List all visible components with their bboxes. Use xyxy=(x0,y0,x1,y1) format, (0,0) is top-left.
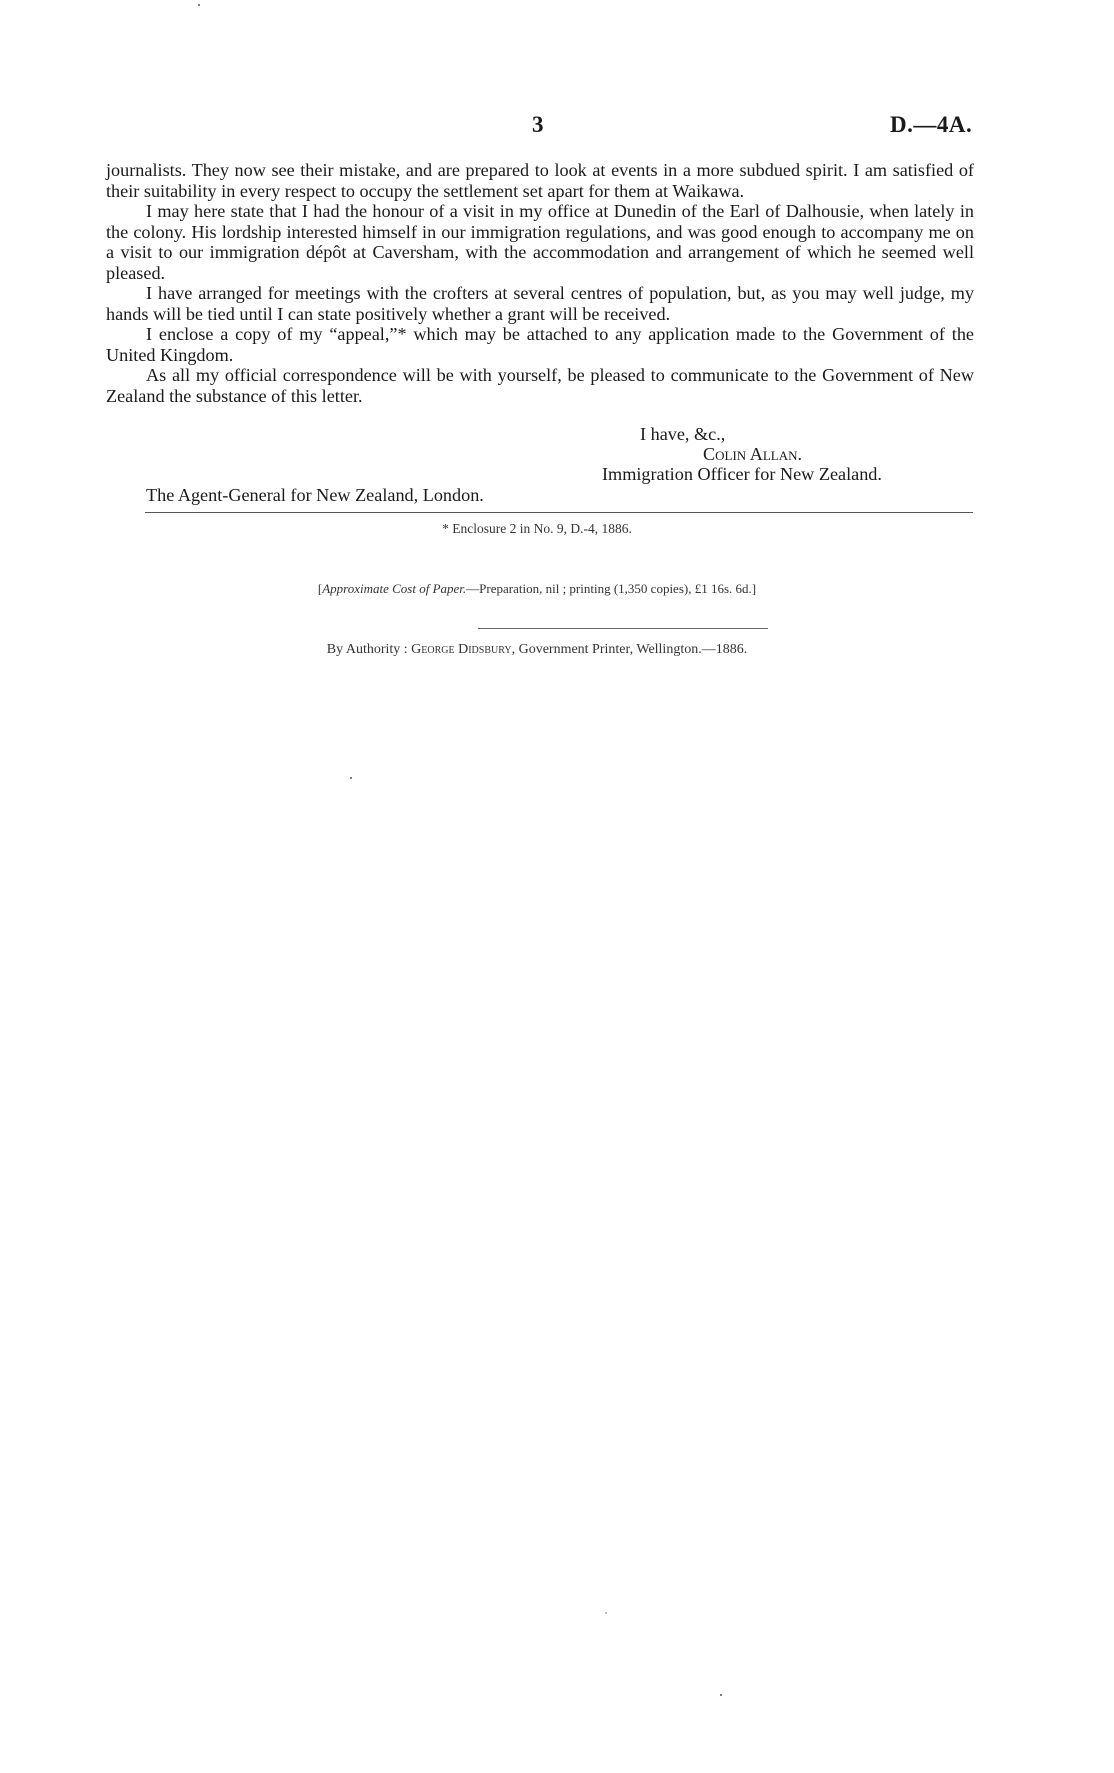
paragraph: I may here state that I had the honour of a visit in my office at Dunedin of the Earl of Dalhousie, when lately in the colony. His lordship interested himself in our immigration regulations, and was good enough to accompany me on a visit to our immigration dépôt at Caversham, with the accommodation and arrangement of which he seemed well pleased. xyxy=(106,201,974,283)
salutation: I have, &c., xyxy=(640,424,726,444)
cost-label: Approximate Cost of Paper. xyxy=(322,581,467,596)
cost-note xyxy=(0,581,1074,597)
imprint-suffix: , Government Printer, Wellington.—1886. xyxy=(511,642,748,657)
addressee: The Agent-General for New Zealand, London. xyxy=(146,485,484,505)
letter-body xyxy=(106,160,974,406)
paper-speck xyxy=(605,1612,607,1614)
signatory-title: Immigration Officer for New Zealand. xyxy=(602,464,882,484)
imprint xyxy=(0,642,1074,658)
cost-bracket-open: [ xyxy=(317,581,323,596)
document-reference: D.—4A. xyxy=(890,112,973,137)
page-number: 3 xyxy=(532,112,544,137)
imprint-printer: George Didsbury xyxy=(411,642,512,657)
signatory-name: Colin Allan. xyxy=(703,444,803,464)
paragraph: I enclose a copy of my “appeal,”* which may be attached to any application made to the Government of the United Kingdom. xyxy=(106,324,974,365)
paper-speck xyxy=(198,4,200,6)
cost-text: —Preparation, nil ; printing (1,350 copies), £1 16s. 6d. xyxy=(466,581,752,596)
paragraph: journalists. They now see their mistake, and are prepared to look at events in a more subdued spirit. I am satisfied of their suitability in every respect to occupy the settlement set apart for them at Waikawa. xyxy=(106,160,974,201)
paper-speck xyxy=(720,1694,722,1696)
paragraph: I have arranged for meetings with the crofters at several centres of population, but, as you may well judge, my hands will be tied until I can state positively whether a grant will be received. xyxy=(106,283,974,324)
imprint-prefix: By Authority : xyxy=(326,642,412,657)
divider-rule xyxy=(145,512,973,513)
footnote: * Enclosure 2 in No. 9, D.-4, 1886. xyxy=(442,521,632,536)
cost-bracket-close: ] xyxy=(751,581,757,596)
short-divider-rule xyxy=(478,628,768,629)
paper-speck xyxy=(350,777,352,779)
paragraph: As all my official correspondence will be with yourself, be pleased to communicate to the Government of New Zealand the substance of this letter. xyxy=(106,365,974,406)
